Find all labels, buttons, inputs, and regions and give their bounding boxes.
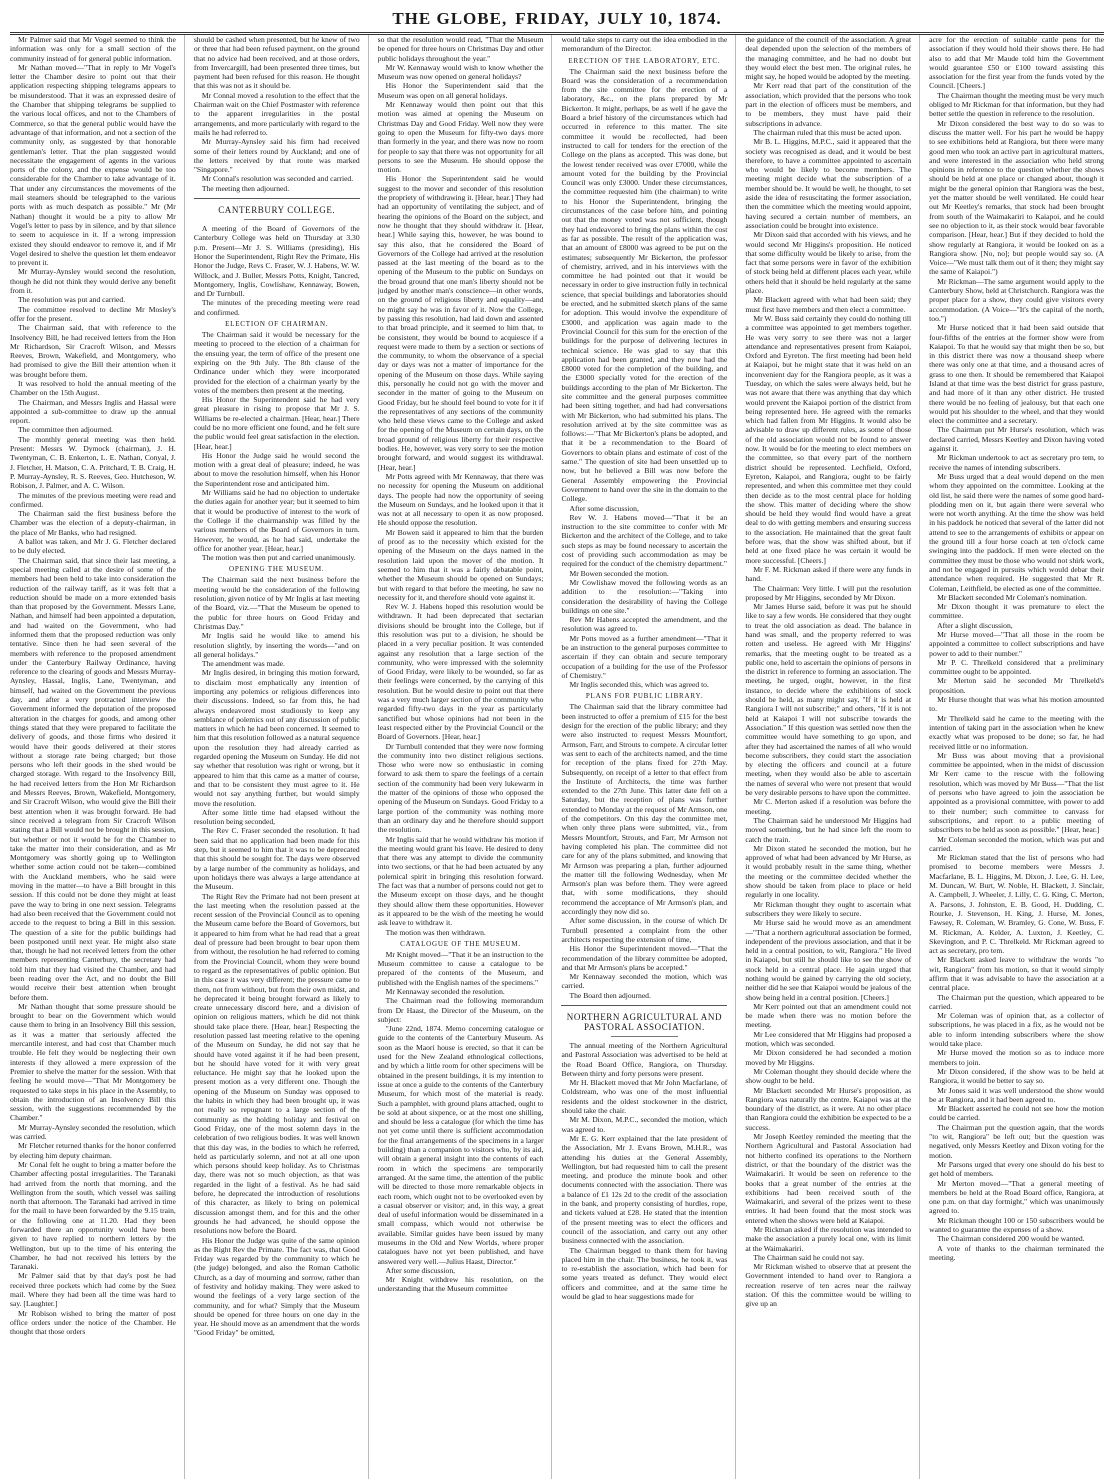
- paragraph: Mr Blackett seconded Mr Coleman's nomination.: [937, 592, 1087, 602]
- paragraph: Mr C. Merton asked if a resolution was before the meeting.: [745, 797, 912, 816]
- columns-grid: [10, 35, 1104, 1479]
- paragraph: The motion was then put and carried unanimously.: [201, 553, 356, 563]
- paragraph: The Chairman said the next business before the Board was the consideration of a recommendation from the site committee for the erection of a laboratory, &c., on the plans prepared by Mr Bickerton. It might, perhaps, be as well if he gave the Board a brief history of the circumstances which had occurred in reference to this matter. The site committee it would be recollected, had been instructed to call for tenders for the erection of the College on the plans as accepted. This was done, but the lowest tender received was over £7000, while the amount voted for the building by the Provincial Council was only £3000. Under these circumstances, the committee requested him (the chairman) to write to his Honor the Superintendent, bringing the circumstances of the case before him, and pointing out that the money voted was not sufficient, though they had endeavored to bring the plans within the cost as far as possible. The result of the application was, that an amount of £8000 was agreed to be put on the estimates; subsequently Mr Bickerton, the professor of chemistry, arrived, and in his interviews with the committee he had pointed out that it would be necessary in order to give instruction fully in technical science, that special buildings and laboratories should be erected, and he submitted sketch plans of the same for adoption. This would involve the expenditure of £3000, and application was again made to the Provincial Council for this sum for the erection of the buildings for the purpose of delivering lectures in technical science. He was glad to say that this application had been granted, and they now had the £8000 voted for the completion of the building, and the £3000 specially voted for the erection of the buildings according to the plan of Mr Bickerton. The site committee and the general purposes committee had been sitting together, and had had conversations with Mr Bickerton, who had submitted his plans. The resolution arrived at by the site committee was as follows:—"That Mr Bickerton's plans be adopted, and that it be a recommendation to the Board of Governors to obtain plans and estimate of cost of the same." The question of site had been unsettled up to now, but he believed a Bill was now before the General Assembly empowering the Provincial Government to hand over the site in the domain to the College.: [561, 66, 728, 504]
- masthead-rule: [10, 32, 1104, 33]
- paragraph: Mr Lee considered that Mr Higgins had proposed a motion, which was seconded.: [745, 1029, 912, 1049]
- paragraph: Mr Murray-Aynsley would second the resolution, though he did not think they would derive any benefit from it.: [10, 267, 176, 296]
- column-3: [378, 35, 553, 1479]
- paragraph: Mr Blackett asked leave to withdraw the words "to wit, Rangiora" from his motion, so that it would simply affirm that it was advisable to have the association at a central place.: [929, 955, 1104, 993]
- paragraph: Mr James Hurse said, before it was put he should like to say a few words. He considered that they ought to treat the old association as dead. The balance in hand was small, and the property referred to was rotten and useless. He agreed with Mr Higgins' remarks, that the meeting ought to be treated as a public one, held to ascertain the opinions of persons in the district in reference to forming an association. The meeting, he urged, ought, however, in the first instance, to decide where the exhibitions of stock should be held, as many might say, "If it is held at Rangiora I will not subscribe;" and others, "If it is not held at Kaiapoi I will not subscribe towards the Association." If this question was settled now then the committee would have something to go upon, and after they had ascertained the names of all who would become subscribers, they could start the association by electing the officers and council at a future meeting, when they would also be able to ascertain the names of several who were not present that would be very desirable persons to have upon the committee.: [745, 602, 912, 798]
- paragraph: Mr B. L. Higgins, M.P.C., said it appeared that the society was recognised as dead, and it would be best therefore, to have a committee appointed to ascertain who would be likely to become members. The meeting might decide what the subscription of a member should be. It would be well, he thought, to set aside the idea of resuscitating the former association, then the committee which the meeting would appoint, having secured a certain number of members, an association could be brought into existence.: [745, 137, 912, 230]
- paragraph: Mr Rickman thought they ought to ascertain what subscribers they were likely to secure.: [745, 899, 912, 918]
- paragraph: Mr Rickman—The same argument would apply to the Canterbury Show, held at Christchurch. Rangiora was the proper place for a show, they could give visitors every accommodation. (A Voice—"It's the capital of the north, too."): [929, 276, 1104, 323]
- article-heading: CANTERBURY COLLEGE.: [218, 205, 336, 216]
- paragraph: The resolution was put and carried.: [18, 295, 126, 305]
- paragraph: Mr Merton said he seconded Mr Threlkeld's proposition.: [929, 676, 1104, 695]
- paragraph: Mr Blackett seconded Mr Hurse's proposition, as Rangiora was naturally the centre. Kaiapoi was at the boundary of the district, as it were. At no other place than Rangiora could the exhibition be expected to be a success.: [745, 1085, 912, 1132]
- subheading: PLANS FOR PUBLIC LIBRARY.: [585, 692, 703, 701]
- paragraph: Mr Dixon stated he seconded the motion, but he approved of what had been advanced by Mr Hurse, as it would probably result in the same thing, whether the meeting or the committee decided whether the show should be taken from place to place or held regularly in one locality.: [745, 843, 912, 900]
- paragraph: Mr M. Dixon, M.P.C., seconded the motion, which was agreed to.: [561, 1115, 728, 1134]
- paragraph: The Chairman said it would be necessary for the meeting to proceed to the election of a chairman for the ensuing year, the term of office of the present one expiring on the 9th July. The 8th clause of the Ordinance under which they were incorporated provided for the election of a chairman yearly by the votes of the members then present at the meeting.: [193, 330, 360, 395]
- section-divider: [194, 198, 360, 199]
- paragraph: Mr Rickman asked if the resolution was intended to make the association a purely local one, with its limit at the Waimakariri.: [745, 1225, 912, 1253]
- paragraph: Mr Connal's resolution was seconded and carried.: [201, 174, 354, 184]
- paragraph: The Chairman said, that with reference to the Insolvency Bill, he had received letters from the Hon Mr Richardson, Sir Cracroft Wilson, and Messrs Reeves, Brown, Wakefield, and Montgomery, who had promised to give the Bill their attention when it was brought before them.: [10, 323, 176, 379]
- paragraph: His Honor the Superintendent said he had very great pleasure in rising to propose that Mr J. S. Williams be re-elected a chairman. [Hear, hear.] There could be no more efficient one found, and he felt sure the public would feel great satisfaction in the election. [Hear, hear.]: [193, 395, 360, 451]
- heading-rule: [244, 219, 310, 220]
- paragraph: The meeting then adjourned.: [201, 183, 290, 193]
- paragraph: The committee then adjourned.: [18, 425, 113, 435]
- paragraph: His Honor the Judge said he would second the motion with a great deal of pleasure; indeed, he was about to move the resolution himself, when his Honor the Superintendent rose and anticipated him.: [193, 450, 360, 488]
- paragraph: Mr Coleman thought they should decide where the show ought to be held.: [745, 1066, 912, 1086]
- paragraph: would take steps to carry out the idea embodied in the memorandum of the Director.: [561, 35, 728, 54]
- paragraph: Mr Kennaway seconded the resolution.: [385, 986, 505, 996]
- paragraph: Mr F. M. Rickman asked if there were any funds in hand.: [745, 564, 912, 584]
- section-divider: [561, 1005, 727, 1006]
- paragraph: After some discussion,: [385, 1265, 456, 1275]
- paragraph: The minutes of the preceding meeting were read and confirmed.: [193, 298, 360, 317]
- paragraph: Mr Dixon considered, if the show was to be held at Rangiora, it would be better to say so.: [929, 1066, 1104, 1086]
- paragraph: Rev W. J. Habens hoped this resolution would be withdrawn. It had been deprecated that sectarian divisions should be brought into the College, but if this resolution was put to a division, he should be placed in a very peculiar position. It was contended against any resolution that a large section of the community, who were impressed with the solemnity of Good Friday, were likely to be wounded, so far as their feelings were concerned, by the carrying of this resolution. But he would desire to point out that there was a very much larger section of the community who regarded fifty-two days in the year as particularly sanctified but whose opinions had not been in the least respected either by the Provincial Council or the Board of Governors. [Hear, hear.]: [377, 602, 544, 742]
- paragraph: Mr Potts agreed with Mr Kennaway, that there was no necessity for opening the Museum on additional days. The people had now the opportunity of seeing the Museum on Sundays, and he looked upon it that it was not at all necessary to open it as now proposed. He should oppose the resolution.: [377, 471, 544, 528]
- paragraph: "June 22nd, 1874. Memo concerning catalogue or guide to the contents of the Canterbury Museum. As soon as the Maori house is erected, so that it can be used for the New Zealand ethnological collections, and by which a little room for other specimens will be obtained in the present buildings, it is my intention to issue at once a guide to the contents of the Canterbury Museum, for which most of the material is ready. Such a pamphlet, with ground plans attached, ought to be sold at about sixpence, or at the most one shilling, and should be less a catalogue (for which the time has not yet come until there is sufficient accommodation for the final arrangements of the specimens in a larger building) than a companion to visitors who, by its aid, will obtain a general insight into the contents of each room in which the specimens are temporarily arranged. At the same time, the attention of the public will be directed to those more remarkable objects in each room, which ought not to be overlooked even by a casual observer or visitor; and, in this way, a great deal of useful information would be disseminated in a small compass, which would not otherwise be available. Similar guides have been issued by many museums in the Old and New Worlds, where proper catalogues have not yet been published, and have answered very well.—Julius Haast, Director.": [377, 1024, 544, 1266]
- paragraph: The minutes of the previous meeting were read and confirmed.: [10, 490, 176, 509]
- paragraph: Mr Inglis said that he would withdraw his motion if the meeting would grant his leave. He desired to deny that there was any attempt to divide the community into two sections, or that he had been actuated by any polemical spirit in bringing this resolution forward. The fact was that a number of persons could not get to the Museum except on those days, and he thought they should allow them these opportunities. However as it appeared to be the wish of the meeting he would ask leave to withdraw it.: [377, 834, 544, 928]
- subheading: CATALOGUE OF THE MUSEUM.: [400, 939, 521, 948]
- masthead-day: FRIDAY,: [515, 9, 590, 28]
- paragraph: The Chairman begged to thank them for having placed him in the chair. The business, he took it, was to re-establish the association, which had been for some years treated as defunct. They would elect officers and committee, and at the same time he would be glad to hear suggestions made for: [561, 1245, 728, 1301]
- paragraph: Mr Kerr read that part of the constitution of the association, which provided that the persons who took part in the election of officers must be members, and to be members, they must have paid their subscriptions in advance.: [745, 81, 912, 128]
- paragraph: Mr Murray-Aynsley said his firm had received some of their letters round by Auckland; and one of the letters received by that route was marked "Singapore.": [193, 137, 360, 175]
- paragraph: Mr Murray-Aynsley seconded the resolution, which was carried.: [10, 1122, 176, 1142]
- paragraph: Mr W. Buss said certainly they could do nothing till a committee was appointed to get members together. He was very sorry to see there was not a larger attendance and representatives present from Kaiapoi, Oxford and Eyreton. The first meeting had been held at Kaiapoi, but he might state that it was held on an inconvenient day for the Rangiora people, as it was a Tuesday, on which the sales were always held, but he was not aware that there was anything that day which would prevent the Kaiapoi portion of the district from being represented here. He agreed with the remarks which had fallen from Mr Higgins. It would also be advisable to draw up different rules, as some of those of the old association would not be found to answer now. It would be for the meeting to elect members on the committee, so that every part of the northern district should be represented. Lechfield, Oxford, Eyreton, Kaiapoi, and Rangiora, ought to be fairly represented, and when this committee met they could then decide as to the most central place for holding the show. This matter of deciding where the show should be held they would find would have a great deal to do with getting members and ensuring success to the association. He maintained that the great fault before was, that the show was shifted about, but if held at one fixed place he was certain it would be more successful. [Cheers.]: [745, 313, 912, 565]
- paragraph: Mr W. Kennaway would wish to know whether the Museum was now opened on general holidays?: [377, 62, 544, 82]
- paragraph: The Chairman put the question again, that the words "to wit, Rangiora" be left out; but the question was negatived, only Messrs Keetley and Dixon voting for the motion.: [929, 1122, 1104, 1160]
- paragraph: The Chairman read the following memorandum from Dr Haast, the Director of the Museum, on the subject:: [377, 996, 544, 1024]
- paragraph: Mr Dixon said that accorded with his views, and he would second Mr Higgins's proposition. He noticed that some difficulty would be likely to arise, from the fact that some persons were in favor of the exhibition of stock being held at different places each year, while others held that it should be held regularly at the same place.: [745, 230, 912, 296]
- paragraph: After some little time had elapsed without the resolution being seconded,: [193, 807, 360, 827]
- paragraph: After some discussion, in the course of which Dr Turnbull presented a complaint from the other architects respecting the extension of time,: [561, 916, 728, 944]
- subheading: ELECTION OF CHAIRMAN.: [225, 320, 329, 329]
- paragraph: Mr Rickman wished to observe that at present the Government intended to hand over to Rangiora a recreation reserve of ten acres near the railway station. Of this the committee would be willing to give up an: [745, 1262, 912, 1309]
- paragraph: The Rev C. Fraser seconded the resolution. It had been said that no application had been made for this step, but it seemed to him that it was to be deprecated that this should be sought for. The days were observed by a large number of the community as holidays, and upon holidays there was always a large attendance at the Museum.: [193, 826, 360, 892]
- paragraph: Mr Bowen said it appeared to him that the burden of proof as to the necessity which existed for the opening of the Museum on the days named in the resolution laid upon the mover of the motion. It seemed to him that it was a fairly debatable point, whether the Museum should be opened on Sundays; but with regard to that before the meeting, he saw no necessity for it, and therefore should vote against it.: [377, 527, 544, 602]
- paragraph: Mr E. G. Kerr explained that the late president of the Association, Mr J. Evans Brown, M.H.R., was attending his duties at the General Assembly, Wellington, but had requested him to call the present meeting, and produce the minute book and other documents connected with the association. There was a balance of £1 12s 2d to the credit of the association in the bank, and property consisting of hurdles, rope, and tickets valued at £28. He stated that the intention of the present meeting was to elect the officers and council of the association, and carry out any other business connected with the association.: [561, 1133, 728, 1246]
- paragraph: Mr Hurse thought that was what his motion amounted to.: [929, 695, 1104, 714]
- paragraph: Mr Palmer said that Mr Vogel seemed to think the information was only for a small section of the community instead of for general public information.: [10, 35, 176, 63]
- paragraph: A meeting of the Board of Governors of the Canterbury College was held on Thursday at 3.30 p.m. Present—Mr J. S. Williams (presiding), His Honor the Superintendent, Right Rev the Primate, His Honor the Judge, Revs C. Fraser, W. J. Habens, W. W. Willock, and J. Buller, Messrs Potts, Knight, Tancred, Montgomery, Inglis, Cowlishaw, Kennaway, Bowen, and Dr Turnbull.: [193, 224, 360, 299]
- paragraph: It was resolved to hold the annual meeting of the Chamber on the 15th August.: [10, 378, 176, 398]
- paragraph: acre for the erection of suitable cattle pens for the association if they would hold their shows there. He had also to add that Mr Maude told him the Government would guarantee £50 or £100 toward assisting this association for the first year from the funds voted by the Council. [Cheers.]: [929, 35, 1104, 91]
- paragraph: Mr Cowlishaw moved the following words as an addition to the resolution:—"Taking into consideration the desirability of having the College buildings on one site.": [561, 577, 728, 615]
- paragraph: Mr Parsons urged that every one should do his best to get hold of members.: [929, 1159, 1104, 1179]
- masthead-paper-name: THE GLOBE,: [392, 9, 508, 28]
- paragraph: His Honor the Judge was quite of the same opinion as the Right Rev the Primate. The fact was, that Good Friday was regarded by the community to which he (the judge) belonged, and also the Roman Catholic Church, as a day of mourning and sorrow, rather than of festivity and holiday making. They were asked to wound the feelings of a very large section of the community, and for what? Simply that the Museum should be opened for three hours on one day in the year. He should move as an amendment that the words "Good Friday" be omitted,: [193, 1235, 360, 1338]
- paragraph: Mr Buss was about moving that a provisional committee be appointed, when in the midst of discussion Mr Kerr came to the rescue with the following resolution, which was moved by Mr Buss—"That the list of persons who have agreed to join the association be appointed as a provisional committee, with power to add to their number; such committee to canvass for subscriptions, and report to a public meeting of subscribers to be held as soon as possible." [Hear, hear.]: [929, 750, 1104, 835]
- paragraph: Mr Robison wished to bring the matter of post office orders under the notice of the Chamber. He thought that those orders: [10, 1308, 176, 1337]
- paragraph: Mr Dixon thought it was premature to elect the committee.: [929, 602, 1104, 621]
- paragraph: The Board then adjourned.: [569, 990, 651, 1000]
- paragraph: Mr Coleman was of opinion that, as a collector of subscriptions, he was placed in a fix, as he would not be able to inform intending subscribers where the show would take place.: [929, 1011, 1104, 1049]
- paragraph: Mr Knight moved—"That it be an instruction to the Museum committee to cause a catalogue to be prepared of the contents of the Museum, and published with the English names of the specimens.": [377, 949, 544, 987]
- paragraph: Mr Connal moved a resolution to the effect that the Chairman wait on the Chief Postmaster with reference to the apparent irregularities in the postal arrangements, and more particularly with regard to the mails he had referred to.: [193, 90, 360, 137]
- paragraph: His Honor the Superintendent said that the Museum was open on all general holidays.: [377, 81, 544, 100]
- paragraph: The Right Rev the Primate had not been present at the last meeting when the resolution passed at the recent session of the Provincial Council as to opening the Museum came before the Board of Governors, but it appeared to him from what he had read that a great deal of pressure had been brought to bear upon them from without, the resolution he had referred to coming from the Provincial Council, whom they were bound to regard as the representatives of public opinion. But in this case it was very different; the pressure came to them, not from without, but from their own midst, and he deprecated it being brought forward as likely to create unnecessary discord here, and a division of opinion on religious matters, which he did not think should take place there. [Hear, hear.] Respecting the resolution passed last meeting relative to the opening of the Museum on Sunday, he did not say that he should have voted against it if he had been present, but he should have voted for it with very great reluctance. He might say that he looked upon the present motion as a very different one. Though the opening of the Museum on Sunday was opposed to the habits in which they had been brought up, it was not really so repugnant to a large section of the community as the holding holiday and festival on Good Friday, one of the most solemn days in the celebration of two religious bodies. It was well known that this day was, in the bodies to which he referred, held as particularly solemn, and not at all one upon which persons should keep holiday. As to Christmas day, there was not so much objection, as that was regarded in the light of a festival. As he had said before, he deprecated the introduction of resolutions of this character, as likely to bring on polemical discussion amongst them, and for this and the other grounds he had advanced, he should oppose the resolutions now before the Board.: [193, 891, 360, 1236]
- paragraph: The chairman ruled that this must be acted upon.: [753, 127, 902, 137]
- masthead-date: JULY 10, 1874.: [597, 9, 722, 28]
- paragraph: Rev Mr Habens accepted the amendment, and the resolution was agreed to.: [561, 615, 728, 634]
- paragraph: A vote of thanks to the chairman terminated the meeting.: [929, 1243, 1104, 1262]
- paragraph: Mr Dixon considered he had seconded a motion moved by Mr Higgins.: [745, 1048, 912, 1067]
- paragraph: The Chairman said that the library committee had been instructed to offer a premium of £15 for the best design for the erection of the public library; and they were also instructed to request Messrs Mountfort, Armson, Farr, and Strouts to compete. A circular letter was sent to each of the architects named, and the time for reception of the plans fixed for 27th May. Subsequently, on receipt of a letter to that effect from the Institute of Architects, the time was further extended to the 27th June. This latter date fell on a Saturday, but the reception of plans was further extended to Monday at the request of Mr Armson, one of the competitors. On this day the committee met, when only three plans were submitted, viz., from Messrs Mountfort, Strouts, and Farr, Mr Armson not having completed his plan. The committee did not care for any of the plans submitted, and knowing that Mr Armson was preparing a plan, further adjourned the matter till the following Wednesday, when Mr Armson's plan was before them. They were agreed that, with some modifications, they should recommend the acceptance of Mr Armson's plan, and accordingly they now did so.: [561, 702, 728, 917]
- column-1: [10, 35, 185, 1479]
- subheading: OPENING THE MUSEUM.: [229, 565, 325, 574]
- paragraph: Mr Williams said he had no objection to undertake the duties again for another year; but it seemed to him that it would be productive of interest to the work of the College if the chairmanship was filled by the various members of the Board of Governors in turn. However, he would, as he had said, undertake the office for another year. [Hear, hear.]: [193, 488, 360, 553]
- paragraph: The Chairman thought the meeting must be very much obliged to Mr Rickman for that information, but they had better settle the question in reference to the resolution.: [929, 90, 1104, 119]
- paragraph: The Chairman said he understood Mr Higgins had moved something, but he had since left the room to catch the train.: [745, 815, 912, 844]
- column-6: [929, 35, 1104, 1479]
- paragraph: Mr Palmer said that by that day's post he had received three pockets which had come by the Suez mail. Where they had been all the time was hard to say. [Laughter.]: [10, 1271, 176, 1309]
- paragraph: The Chairman, and Messrs Inglis and Hassal were appointed a sub-committee to draw up the annual report.: [10, 397, 176, 426]
- masthead: [10, 8, 1104, 30]
- column-2: [194, 35, 369, 1479]
- paragraph: Rev W. J. Habens moved—"That it be an instruction to the site committee to confer with Mr Bickerton and the architect of the College, and to take such steps as may be found necessary to ascertain the cost of providing such accommodation as may be required for the conduct of the chemistry department.": [561, 512, 728, 569]
- paragraph: should be cashed when presented, but he knew of two or three that had been refused payment, on the ground that no advice had been received, and at those orders, from Invercargill, had been presented three times, but payment had been refused for this reason. He thought that this was not as it should be.: [193, 35, 360, 91]
- paragraph: The motion was then withdrawn.: [385, 927, 486, 937]
- paragraph: Mr Dixon considered the best way to do so was to discuss the matter well. For his part he would be happy to see exhibitions held at Rangiora, but there were many good men who took an active part in agricultural matters, and were interested in the association who held strong opinions in reference to the question whether the shows should be held at one place or changed about, though it might be the general opinion that Rangiora was the best, yet the matter should be well ventilated. He could hear out Mr Keetley's remarks, that stock had been brought from south of the Waimakariri to Kaiapoi, and he could see no objection to it, as their stock would bear favorable comparison. [Hear, hear.] But if they decided to hold the show regularly at Rangiora, it would be looked on as a Rangiora show. [No, no]; but people would say so. (A Voice—"We must talk them out of it then; they might say the same of Kaiapoi."): [929, 118, 1104, 277]
- paragraph: Mr Hurse noticed that it had been said outside that four-fifths of the entries at the former show were from Kaiapoi. To that he would say that might then be so, but in this district there was now a thousand sheep where there was only one at that time, and a thousand acres of grass to one then. It should be remembered that Kaiapoi Island at that time was the best district for grass pasture, and had more of it than any other district. He trusted there would be no feeling of jealousy, but that each one would put his shoulder to the wheel, and that they would elect the committee and a secretary.: [929, 323, 1104, 426]
- paragraph: Mr Inglis seconded this, which was agreed to.: [569, 680, 709, 690]
- paragraph: The Chairman: Very little. I will put the resolution proposed by Mr Higgins, seconded by Mr Dixon.: [745, 583, 912, 602]
- column-5: [745, 35, 920, 1479]
- paragraph: The amendment was made.: [201, 659, 285, 669]
- paragraph: Mr Jones said it was well understood the show would be at Rangiora, and it had been agreed to.: [929, 1085, 1104, 1104]
- paragraph: Mr Fletcher returned thanks for the honor conferred by electing him deputy chairman.: [10, 1141, 176, 1160]
- paragraph: Mr Bowen seconded the motion.: [569, 568, 669, 578]
- column-4: [561, 35, 736, 1479]
- paragraph: The Chairman put the question, which appeared to be carried.: [929, 992, 1104, 1011]
- paragraph: Mr Blackett agreed with what had been said; they must first have members and then elect a committee.: [745, 295, 912, 314]
- paragraph: The Chairman put Mr Hurse's resolution, which was declared carried, Messrs Keetley and Dixon having voted against it.: [929, 425, 1104, 454]
- paragraph: The Chairman considered 200 would be wanted.: [937, 1234, 1085, 1244]
- paragraph: Mr Inglis desired, in bringing this motion forward, to disclaim most emphatically any intention of importing any polemics or religious differences into their discussions. Indeed, so far from this, he had always endeavored most studiously to keep any semblance of polemics out of any discussion of public matters in which he had been concerned. It seemed to him that this resolution followed as a natural sequence upon the resolution they had already carried as regarded opening the Museum on Sunday. He did not say whether that resolution was right or wrong, but it appeared to him that this came as a matter of course, and that to be consistent they must agree to it. He would not say anything further, but would simply move the resolution.: [193, 668, 360, 808]
- paragraph: The committee resolved to decline Mr Mosley's offer for the present.: [10, 304, 176, 323]
- paragraph: The Chairman said he could not say.: [753, 1252, 864, 1262]
- paragraph: Mr Rickman thought 100 or 150 subscribers would be wanted to guarantee the expenses of a show.: [929, 1215, 1104, 1234]
- paragraph: Mr Merton moved—"That a general meeting of members be held at the Road Board office, Rangiora, at one p.m. on that day fortnight," which was unanimously agreed to.: [929, 1178, 1104, 1216]
- paragraph: Dr Turnbull contended that they were now forming the community into two distinct religious sections. Those who were now so enthusiastic in coming forward to ask them to spare the feelings of a certain section of the community had been very lukewarm in the matter of the opinions of those who opposed the opening of the Museum on Sundays. Good Friday to a large portion of the community was nothing more than an ordinary day and he therefore should support the resolution.: [377, 741, 544, 835]
- article-heading: NORTHERN AGRICULTURAL AND PASTORAL ASSOCIATION.: [566, 1011, 723, 1032]
- paragraph: Mr Rickman stated that the list of persons who had promised to become members were Messrs J. Macfarlane, B. L. Higgins, M. Dixon, J. Lee, G. H. Lee, M. Duncan, W. Burt, W. Noble, H. Blackett, J. Sinclair, A. Campbell, J. Wheeler, J. Lilly, C. G. King, C. Merton, A. Parsons, J. Johnston, E. B. Good, H. Dudding, C. Rourke, J. Stevenson, H. King, J. Hurse, M. Jones, Fawsey, R. Coleman, W. Bramley, G. Cone, W. Buss, F. M. Rickman, A. Kelder, A. Luxton, J. Keetley, C. Skevington, and P. C. Threlkeld. Mr Rickman agreed to act as secretary, pro tem.: [929, 853, 1104, 956]
- paragraph: The Chairman said, that since their last meeting, a special meeting called at the desire of some of the members had been held to take into consideration the reduction of the railway tariff, as it was felt that a reduction should be made on a more extended basis than that proposed by the Government. Messrs Lane, Nathan, and himself had been appointed a deputation, and had waited on the Government, who had informed them that the proposed reduction was only tentative. Since then he had seen several of the members with reference to the proposed amendment under the Canterbury Railway Ordinance, having reference to the clearing of goods and Messrs Murray-Aynsley, Hassal, Inglis, Lane, Twentyman, and himself, had waited on the Government the previous day, and after a very protracted interview the Government informed the deputation of the proposed alteration in the charges for goods, and among other things stated that they were prepared to facilitate the delivery of goods, and those firms who desired it would have their goods delivered at their stores without a storage rate being charged; but those persons who left their goods in the shed would be charged storage. With regard to the Insolvency Bill, he had received letters from the Hon Mr Richardson and Messrs Reeves, Brown, Wakefield, Montgomery, and Sir Cracroft Wilson, who would give the Bill their best attention when it was brought forward. He had since received a telegram from Sir Cracroft Wilson stating that a Bill would not be brought in this session, but whether or not it would be for the Chamber to take the matter into their consideration, and as Mr Montgomery was shortly going up to Wellington whether some action could not be taken—combined with the Auckland members, who he said were moving in the matter—to have a Bill brought in this session. If this could not be done they might at least pave the way to bring in one next session. Telegrams had also been received that the Government could not accede to the request to bring a Bill in this session. The question of a site for the public buildings had been postponed until next year. He might also state that, though he had not received letters from the other members representing Canterbury, the secretary had told him that they had visited the Chamber, and had been reading over the Act, and no doubt the Bill would receive their best attention when brought before them.: [10, 555, 176, 1002]
- paragraph: The monthly general meeting was then held. Present: Messrs W. Dymock (chairman), J. H. Twentyman, C. B. Enkerton, L. E. Nathan, Conyal, J. J. Fletcher, H. Matson, C. A. Pritchard, T. B. Craig, H. P. Murray-Aynsley, R. S. Reeves, Geo. Hutcheson, W. Robison, J. Palmer, and A. C. Wilson.: [10, 434, 176, 491]
- paragraph: Mr Hurse moved—"That all those in the room be appointed a committee to collect subscriptions and have power to add to their number.": [929, 630, 1104, 658]
- paragraph: Mr Kennaway would then point out that this motion was aimed at opening the Museum on Christmas Day and Good Friday. Well now they were going to open the Museum for fifty-two days more than formerly in the year, and there was now no room for people to say that there was not opportunity for all persons to see the Museum. He should oppose the motion.: [377, 100, 544, 175]
- paragraph: Mr Inglis said he would like to amend his resolution slightly, by inserting the words—"and on all general holidays.": [193, 631, 360, 659]
- paragraph: Mr Conal felt he ought to bring a matter before the Chamber affecting postal irregularities. The Taranaki had arrived from the north that morning, and the Wellington from the south, which vessel was sailing north that afternoon. The Taranaki had arrived in time for the mail to have been forwarded by the 9.15 train, or the following one at 11.20. Had they been forwarded there an opportunity would have been given to have replied to northern letters by the Wellington, but up to the time of his entering the Chamber, he had not received his letters by the Taranaki.: [10, 1159, 176, 1272]
- paragraph: Mr Blackett asserted he could not see how the motion could be carried.: [929, 1104, 1104, 1123]
- paragraph: After some discussion,: [569, 503, 639, 513]
- paragraph: Mr Nathan thought that some pressure should be brought to bear on the Government which would cause them to bring in an Insolvency Bill this session, as it was a matter that seriously affected the mercantile interest, and had cost that Chamber much trouble. He felt they would be neglecting their own interests if they allowed a mere expression of the Premier to shelve the matter for the session. With that feeling he would move—"That Mr Montgomery be requested to take steps in his place in the Assembly, to obtain the introduction of an Insolvency Bill this session, with the suggestions recommended by the Chamber.": [10, 1001, 176, 1123]
- paragraph: Mr Potts moved as a further amendment—"That it be an instruction to the general purposes committee to ascertain if they can obtain and secure temporary occupation of a building for the use of the Professor of Chemistry.": [561, 633, 728, 680]
- paragraph: Mr Threlkeld said he came to the meeting with the intention of taking part in the association when he knew exactly what was proposed to be done; so far, he had received little or no information.: [929, 713, 1104, 751]
- paragraph: Mr Hurse said he would move as an amendment—"That a northern agricultural association be formed, independent of the previous association, and that it be held in a central position, to wit, Rangiora." He lived in Kaiapoi, but still he should like to see the show of stock held in a central place. He again urged that nothing would be gained by carrying the old society, neither did he see that Kaiapoi would be jealous of the show being held in a central position. [Cheers.]: [745, 918, 912, 1002]
- paragraph: Mr Buss urged that a deal would depend on the men whom they appointed on the committee. Looking at the old list, he said there were the names of some good hard-plodding men on it, but again there were several who were not worth anything. At the time the show was held in his paddock he noticed that several of the latter did not attend to see to the arrangements of exhibits or appear on the ground till a four horse coach at ten o'clock came swinging into the paddock. If men were elected on the committee they must be those who would not shirk work, and not be engaged in pursuits which would debar their attendance when required. He suggested that Mr R. Coleman, Leithfield, be elected as one of the committee.: [929, 471, 1104, 593]
- paragraph: After a slight discussion,: [937, 620, 1013, 630]
- paragraph: Mr Kennaway seconded the motion, which was carried.: [561, 972, 728, 991]
- paragraph: His Honor the Superintendent moved—"That the recommendation of the library committee be adopted, and that Mr Armson's plans be accepted.": [561, 944, 728, 972]
- paragraph: The annual meeting of the Northern Agricultural and Pastoral Association was advertised to be held at the Road Board Office, Rangiora, on Thursday. Between thirty and forty persons were present.: [561, 1040, 728, 1078]
- paragraph: His Honor the Superintendent said he would suggest to the mover and seconder of this resolution the propriety of withdrawing it. [Hear, hear.] They had had an opportunity of ventilating the subject, and of hearing the opinions of the Board on the subject, and now he thought that they should withdraw it. [Hear, hear.] While saying this, however, he was bound to say this also, that he considered the Board of Governors of the College had arrived at the resolution passed at the last meeting of the board as to the opening of the Museum to the public on Sundays on the broad ground that one man's liberty should not be judged by another man's conscience—in other words, on the ground of religious liberty and equality—and he might say he was in favor of it. Now the College, by passing this resolution, had laid down and assented to that broad principle, and it seemed to him that, to be consistent, they would be bound to acquiesce if a request were made to them by a section or sections of the community, to whom the observance of a special day or days was not a matter of importance for the opening of the Museum on those days. While saying this, personally he could not go with the mover and seconder in the matter of going to the Museum on Good Friday, but he should feel bound to vote for it if the representatives of any sections of the community who held these views came to the College and asked for the opening of the Museum on certain days, on the broad ground of religious liberty for their respective bodies. He, however, was very sorry to see the motion brought forward, and would suggest its withdrawal. [Hear, hear.]: [377, 174, 544, 472]
- paragraph: Mr Coleman seconded the motion, which was put and carried.: [929, 834, 1104, 853]
- paragraph: Mr Knight withdrew his resolution, on the understanding that the Museum committee: [377, 1275, 544, 1294]
- paragraph: Mr Nathan moved—"That in reply to Mr Vogel's letter the Chamber desire to point out that their application respecting shipping telegrams appears to be misunderstood. That it was an expressed desire of the Chamber that shipping telegrams be supplied to the various local offices, and not to the Chambers of Commerce, so that the general public would have the advantage of that information, and not a section of the community only, as suggested by that honorable gentleman's letter. That the plan suggested would necessitate the engagement of agents in the various ports of the colony, and the expense would be too considerable for the Chamber to take advantage of it. That under any circumstances the movements of the mail steamers should be telegraphed to the various ports with as much despatch as possible." Mr (Mr Nathan) thought it would be a pity to allow Mr Vogel's letter to pass by in silence, and by that silence to seem to acquiesce in it. If a wrong impression existed they should endeavor to remove it, and if Mr Vogel desired to shelve the question let them endeavor to prevent it.: [10, 62, 176, 268]
- paragraph: Mr Joseph Keetley reminded the meeting that the Northern Agricultural and Pastoral Association had not hitherto confined its operations to the Northern district, or that the boundary of the district was the Waimakariri. It would be seen on reference to the books that a great number of the entries at the exhibitions had been received south of the Waimakariri, and several of the prizes went to these entries. It had been found that the most stock was entered when the shows were held at Kaiapoi.: [745, 1132, 912, 1225]
- paragraph: so that the resolution would read, "That the Museum be opened for three hours on Christmas Day and other public holidays throughout the year.": [377, 35, 544, 63]
- paragraph: the guidance of the council of the association. A great deal depended upon the selection of the members of the managing committee, and he had no doubt but they would elect the best men. The original rules, he might say, he hoped would be adopted by the meeting.: [745, 35, 912, 82]
- paragraph: Mr Kerr pointed out that an amendment could not be made when there was no motion before the meeting.: [745, 1001, 912, 1030]
- paragraph: Mr H. Blackett moved that Mr John Macfarlane, of Coldstream, who was one of the most influential residents and the oldest stockowner in the district, should take the chair.: [561, 1078, 728, 1116]
- heading-rule: [611, 1036, 677, 1037]
- paragraph: Mr Hurse moved the motion so as to induce more members to join.: [929, 1048, 1104, 1067]
- paragraph: A ballot was taken, and Mr J. G. Fletcher declared to be duly elected.: [10, 537, 176, 556]
- paragraph: Mr P. C. Threlkeld considered that a preliminary committee ought to be appointed.: [929, 657, 1104, 677]
- subheading: ERECTION OF THE LABORATORY, ETC.: [568, 56, 721, 65]
- paragraph: Mr Rickman undertook to act as secretary pro tem, to receive the names of intending subscribers.: [929, 453, 1104, 472]
- paragraph: The Chairman said the next business before the meeting would be the consideration of the following resolution, given notice of by Mr Inglis at last meeting of the Board, viz.—"That the Museum be opened to the public for three hours on Good Friday and Christmas Day.": [193, 575, 360, 631]
- paragraph: The Chairman said the first business before the Chamber was the election of a deputy-chairman, in the place of Mr Banks, who had resigned.: [10, 509, 176, 537]
